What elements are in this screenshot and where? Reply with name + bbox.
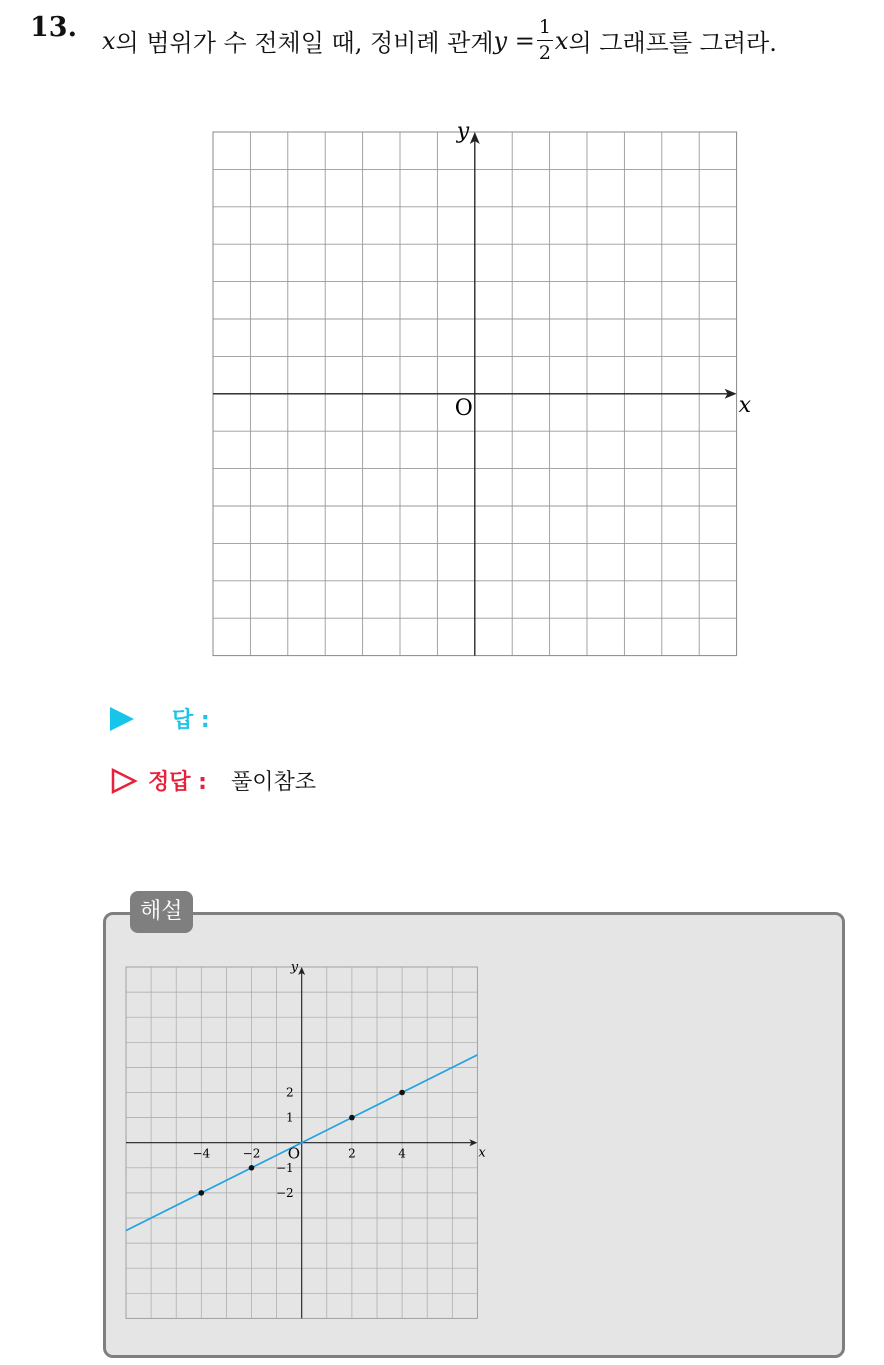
solution-point [399, 1090, 405, 1096]
fraction-denominator: 2 [538, 42, 551, 64]
solution-origin-label: O [287, 1144, 301, 1163]
problem-x-axis-label: x [738, 392, 752, 418]
solution-point [349, 1115, 355, 1121]
solution-y-axis-label: y [290, 960, 299, 975]
question-text-part1: 의 범위가 수 전체일 때, 정비례 관계 [115, 29, 494, 57]
question-var-x: x [102, 26, 116, 55]
correct-answer-value: 풀이참조 [230, 770, 316, 795]
solution-y-tick-label: 2 [286, 1085, 294, 1100]
solution-point [199, 1190, 205, 1196]
problem-origin-label: O [454, 395, 473, 421]
answer-row [110, 703, 210, 734]
equation-lhs: y = [493, 26, 535, 55]
solution-x-tick-label: −4 [192, 1146, 211, 1161]
problem-axes [213, 132, 737, 656]
outline-triangle-icon [110, 767, 138, 795]
fraction-numerator: 1 [537, 18, 553, 41]
solution-graph [120, 955, 495, 1365]
solid-triangle-icon [110, 707, 134, 731]
solution-x-tick-label: 2 [348, 1146, 356, 1161]
question-number: 13. [30, 12, 77, 43]
question-text-part2: 의 그래프를 그려라. [568, 29, 777, 57]
equation-var: x [554, 26, 569, 55]
solution-x-tick-label: 4 [398, 1146, 406, 1161]
problem-y-axis-label: y [456, 119, 470, 144]
solution-y-tick-label: 1 [286, 1110, 294, 1125]
equation-fraction [537, 18, 553, 63]
solution-y-tick-label: −2 [275, 1185, 294, 1200]
solution-x-axis-label: x [478, 1145, 486, 1161]
solution-x-tick-label: −2 [242, 1146, 261, 1161]
problem-coordinate-grid [190, 110, 760, 670]
correct-answer-label: 정답 : [148, 770, 207, 795]
question-text [102, 18, 777, 63]
solution-y-tick-label: −1 [275, 1160, 294, 1175]
correct-answer-row [110, 765, 316, 796]
solution-point [249, 1165, 255, 1171]
solution-tag: 해설 [130, 891, 193, 933]
answer-label: 답 : [172, 708, 210, 733]
